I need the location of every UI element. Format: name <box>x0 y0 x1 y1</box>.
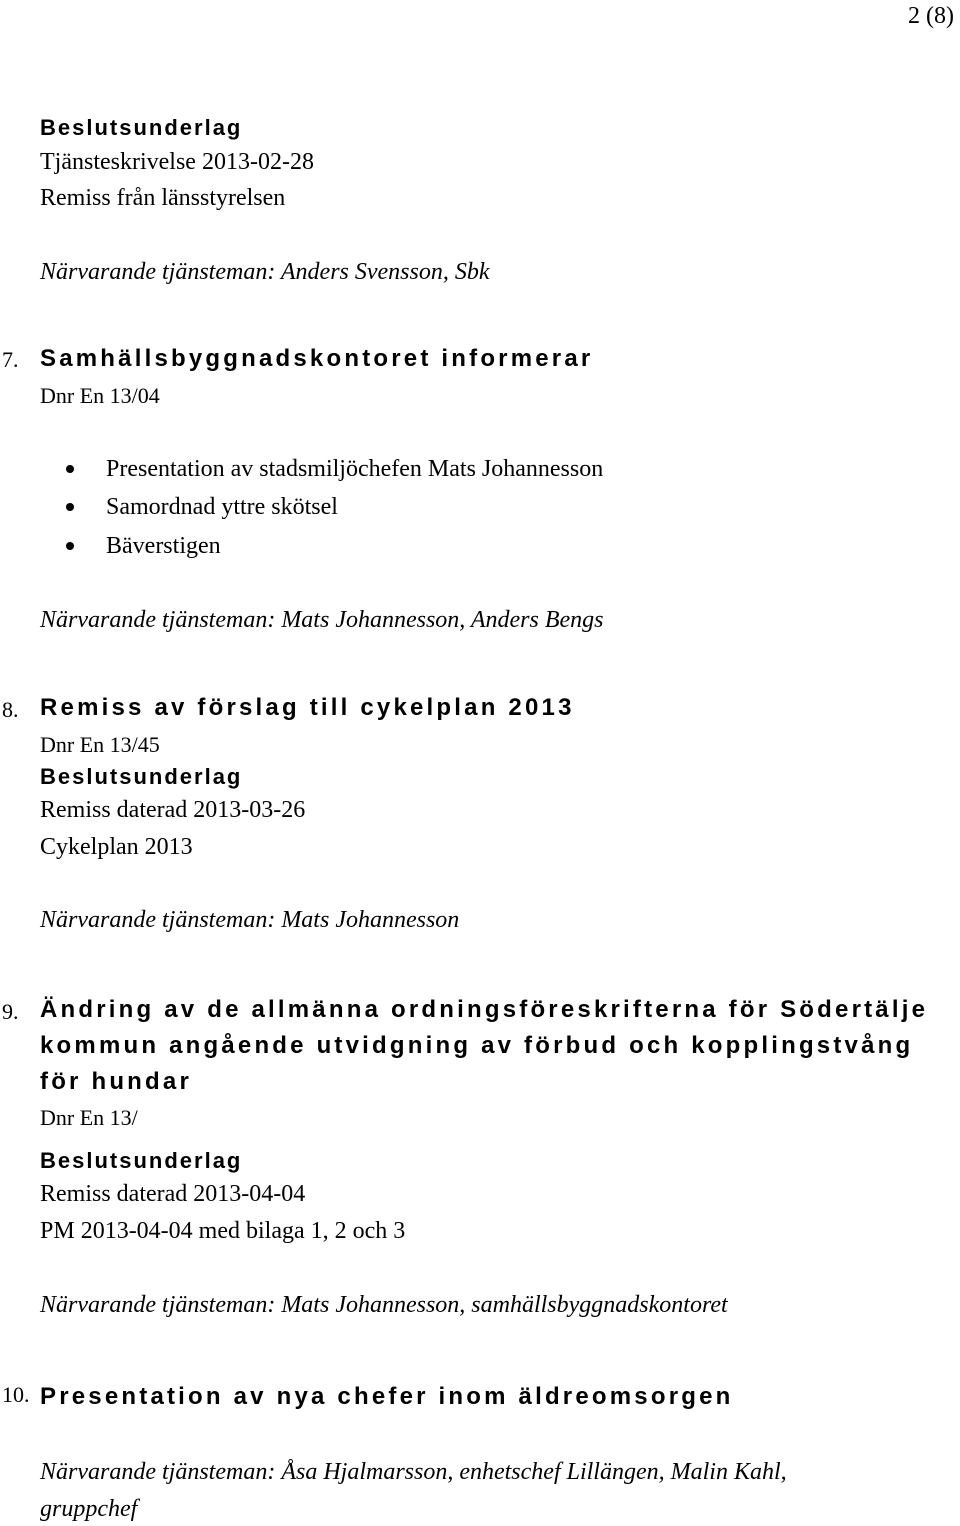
item-number: 8. <box>2 697 19 722</box>
bullet-icon <box>66 503 74 511</box>
registration-number: Dnr En 13/04 <box>40 383 160 408</box>
document-line: Remiss daterad 2013-03-26 <box>40 797 306 823</box>
present-officials: gruppchef <box>40 1496 138 1522</box>
item-heading: kommun angående utvidgning av förbud och kopplingstvång <box>40 1032 914 1059</box>
item-number: 10. <box>2 1382 30 1407</box>
list-item: Samordnad yttre skötsel <box>106 494 338 520</box>
registration-number: Dnr En 13/ <box>40 1105 138 1130</box>
present-officials: Närvarande tjänsteman: Mats Johannesson, samhällsbyggnadskontoret <box>40 1292 728 1318</box>
present-officials: Närvarande tjänsteman: Åsa Hjalmarsson, enhetschef Lillängen, Malin Kahl, <box>40 1459 787 1485</box>
document-line: Remiss daterad 2013-04-04 <box>40 1181 306 1207</box>
item-number: 7. <box>2 347 19 372</box>
decision-basis-label: Beslutsunderlag <box>40 115 243 140</box>
decision-basis-label: Beslutsunderlag <box>40 1148 243 1173</box>
item-number: 9. <box>2 999 19 1024</box>
document-line: Cykelplan 2013 <box>40 834 193 860</box>
item-heading: Remiss av förslag till cykelplan 2013 <box>40 694 575 721</box>
item-heading: Ändring av de allmänna ordningsföreskrifterna för Södertälje <box>40 996 929 1023</box>
list-item: Bäverstigen <box>106 533 221 559</box>
present-officials: Närvarande tjänsteman: Mats Johannesson, Anders Bengs <box>40 607 604 633</box>
item-heading: Samhällsbyggnadskontoret informerar <box>40 345 594 372</box>
document-line: Remiss från länsstyrelsen <box>40 185 286 211</box>
bullet-icon <box>66 542 74 550</box>
decision-basis-label: Beslutsunderlag <box>40 764 243 789</box>
list-item: Presentation av stadsmiljöchefen Mats Johannesson <box>106 456 604 482</box>
registration-number: Dnr En 13/45 <box>40 732 160 757</box>
present-officials: Närvarande tjänsteman: Mats Johannesson <box>40 907 460 933</box>
document-line: Tjänsteskrivelse 2013-02-28 <box>40 149 314 175</box>
item-heading: för hundar <box>40 1068 192 1095</box>
bullet-icon <box>66 465 74 473</box>
present-officials: Närvarande tjänsteman: Anders Svensson, Sbk <box>40 259 490 285</box>
document-line: PM 2013-04-04 med bilaga 1, 2 och 3 <box>40 1218 406 1244</box>
page-number: 2 (8) <box>908 3 954 29</box>
item-heading: Presentation av nya chefer inom äldreomsorgen <box>40 1383 734 1410</box>
